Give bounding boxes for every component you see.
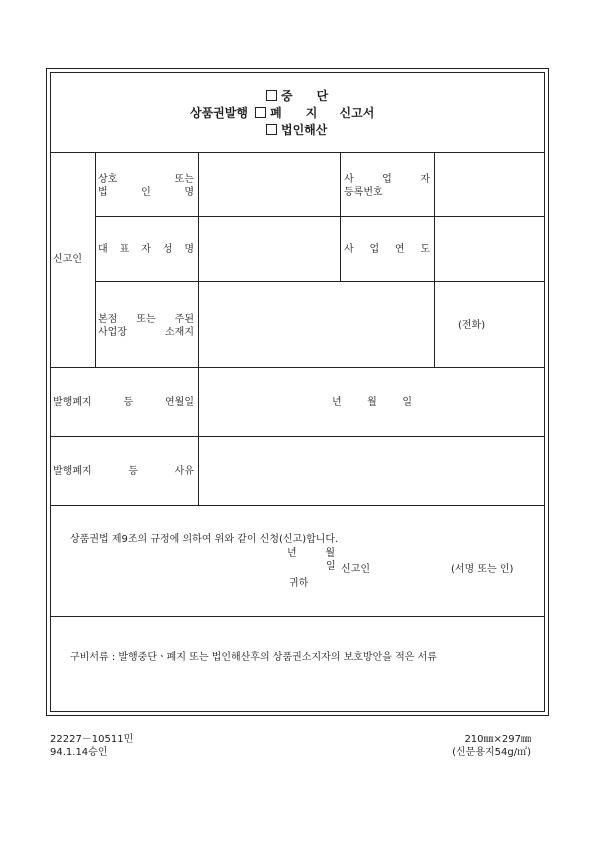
issue-reason-field[interactable]: [202, 440, 542, 502]
issue-date-field[interactable]: 년 월 일: [332, 397, 412, 408]
rule-row1: [95, 216, 545, 217]
declaration-signer-label: 신고인: [341, 564, 370, 575]
declaration-sign-field[interactable]: (서명 또는 인): [451, 564, 514, 575]
address-label-line1: 본점 또는 주된: [98, 314, 194, 325]
rule-applicant-bottom: [50, 367, 545, 368]
title-main-right: 신고서: [339, 106, 375, 120]
rule-reason-bottom: [50, 505, 545, 506]
birth-year-field[interactable]: [438, 220, 542, 277]
rule-title-bottom: [50, 152, 545, 153]
rule-label-col: [198, 152, 199, 505]
applicant-section-label: 신고인: [53, 254, 82, 265]
declaration-day[interactable]: 일: [326, 561, 336, 572]
address-label-line2: 사업장 소재지: [98, 327, 194, 338]
issue-reason-label: 발행폐지 등 사유: [53, 466, 194, 477]
rep-name-label: 대 표 자 성 명: [98, 244, 194, 255]
title-main-left: 상품권발행: [190, 106, 248, 120]
rule-mid-col: [340, 152, 341, 281]
declaration-recipient: 귀하: [289, 578, 309, 589]
rep-name-field[interactable]: [202, 220, 336, 277]
footer-paper-type: (신문용지54g/㎡): [452, 747, 531, 758]
declaration-date[interactable]: 년 월: [287, 548, 335, 559]
title-main: [190, 106, 374, 120]
checkbox-suspend[interactable]: [266, 90, 277, 101]
biz-reg-field[interactable]: [438, 156, 542, 212]
checkbox-abolish[interactable]: [255, 107, 266, 118]
attachments-text: 구비서류 : 발행중단ㆍ폐지 또는 법인해산후의 상품권소지자의 보호방안을 적은 서류: [70, 652, 437, 663]
biz-reg-label-line2: 등록번호: [344, 187, 383, 198]
phone-label: (전화): [458, 320, 486, 331]
trade-name-label-line1: 상호 또는: [98, 174, 194, 185]
rule-declaration-bottom: [50, 616, 545, 617]
title-option-abolish: 폐 지: [270, 106, 318, 120]
rule-row2: [95, 281, 545, 282]
biz-reg-label-line1: 사 업 자: [344, 174, 430, 185]
footer-form-number: 22227－10511민: [50, 734, 134, 745]
checkbox-dissolution[interactable]: [266, 124, 277, 135]
issue-date-label: 발행폐지 등 연월일: [53, 397, 194, 408]
birth-year-label: 사 업 연 도: [344, 244, 430, 255]
trade-name-field[interactable]: [202, 156, 336, 212]
declaration-text: 상품권법 제9조의 규정에 의하여 위와 같이 신청(신고)합니다.: [70, 534, 339, 545]
rule-right-col: [434, 152, 435, 367]
rule-date-bottom: [50, 436, 545, 437]
rule-applicant-col: [95, 152, 96, 367]
title-option-suspend: 중 단: [266, 89, 328, 103]
title-option-dissolution: 법인해산: [266, 123, 327, 137]
address-field[interactable]: [202, 285, 430, 363]
footer-paper-size: 210㎜×297㎜: [464, 734, 531, 745]
trade-name-label-line2: 법 인 명: [98, 187, 194, 198]
footer-approval: 94.1.14승인: [50, 747, 108, 758]
